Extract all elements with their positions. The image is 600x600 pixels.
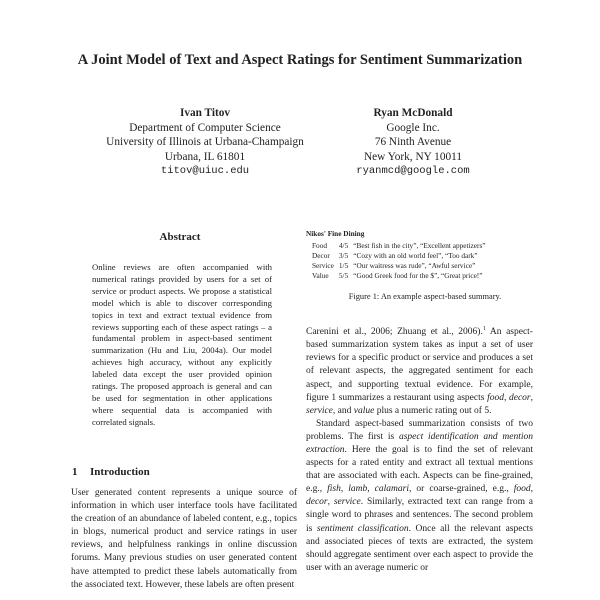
paper-title: A Joint Model of Text and Aspect Ratings for Sentiment Summarization (77, 52, 523, 68)
emphasis: calamari (374, 484, 409, 495)
author-affiliation-line: New York, NY 10011 (363, 150, 462, 163)
emphasis: service (333, 497, 361, 508)
text-span: . Here the goal is to find the set of relevant aspects for a rated entity and extract all textual mentions that are associated with each. Aspects can be fine-grained, e.g., (306, 445, 533, 495)
abstract-heading: Abstract (159, 231, 201, 243)
author-block-1 (85, 106, 325, 179)
text-span: , (530, 392, 534, 403)
introduction-text: User generated content represents a unique source of information in which user interface tools have facilitated the creation of an abundance of labeled content, e.g., topics in blogs, numerical product and service ratings in user reviews, and helpfulness rankings in online discussion forums. Many previous studies on user generated content have attempted to predict these labels automatically from the associated text. However, these labels are often present (71, 488, 297, 590)
emphasis: food (513, 484, 531, 495)
text-span: plus a numeric rating out of 5. (374, 405, 492, 416)
right-column-text (306, 323, 533, 575)
footnote-marker: 1 (482, 326, 486, 332)
emphasis: decor (509, 392, 531, 403)
text-span: , (340, 484, 349, 495)
restaurant-name: Nikos' Fine Dining (306, 229, 365, 238)
rating-cell: 3/5 (338, 251, 349, 260)
evidence-cell: “Best fish in the city”, “Excellent appetizers” (353, 241, 486, 250)
table-row (312, 241, 491, 251)
rating-cell: 1/5 (338, 261, 349, 270)
table-row (312, 251, 491, 261)
text-span: . Once all the relevant aspects and associated pieces of texts are extracted, the system should aggregate sentiment over each aspect to provide the user with an average numeric or (306, 523, 534, 573)
section-number: 1 (72, 466, 78, 478)
aspect-cell: Decor (312, 251, 330, 260)
author-affiliation-line: Google Inc. (386, 121, 440, 134)
text-span: . Similarly, extracted text can range from a single word to phrases and sentences. The second problem is (306, 497, 534, 534)
emphasis: fish (327, 484, 341, 495)
aspect-summary-table (312, 241, 491, 281)
emphasis: service (306, 405, 333, 416)
text-span: Carenini et al., 2006; Zhuang et al., 2006). (306, 327, 483, 338)
evidence-cell: “Cozy with an old world feel”, “Too dark” (353, 251, 478, 260)
section-heading (72, 466, 150, 478)
emphasis: decor (306, 497, 328, 508)
text-span: , or coarse-grained, e.g., (408, 484, 514, 495)
table-row (312, 271, 491, 281)
paragraph (306, 418, 533, 575)
author-affiliation-line: 76 Ninth Avenue (374, 136, 452, 148)
figure-1 (306, 229, 546, 281)
author-name: Ryan McDonald (373, 107, 453, 119)
text-span: An aspect-based summarization system takes as input a set of user reviews for a specific product or service and produces a set of relevant aspects, the aggregated sentiment for each aspect, and supporting textual evidence. For example, figure 1 summarizes a restaurant using aspects (306, 327, 533, 403)
rating-cell: 4/5 (338, 241, 349, 250)
author-email: titov@uiuc.edu (160, 165, 250, 177)
emphasis: food (487, 392, 504, 403)
author-affiliation-line: Urbana, IL 61801 (164, 150, 246, 163)
rating-cell: 5/5 (338, 271, 349, 280)
author-name: Ivan Titov (179, 107, 231, 119)
emphasis: lamb (348, 484, 368, 495)
text-span: , (367, 484, 375, 495)
aspect-cell: Service (312, 261, 334, 270)
author-affiliation-line: Department of Computer Science (129, 121, 281, 134)
text-span: Standard aspect-based summarization consists of two problems. The first is (306, 418, 533, 442)
emphasis: sentiment classification (316, 523, 409, 534)
aspect-cell: Food (312, 241, 328, 250)
section-title: Introduction (90, 466, 150, 478)
table-row (312, 261, 491, 271)
author-email: ryanmcd@google.com (356, 165, 470, 177)
paragraph (306, 323, 533, 418)
evidence-cell: “Our waitress was rude”, “Awful service” (353, 261, 476, 270)
abstract-text: Online reviews are often accompanied with numerical ratings provided by users for a set of service or product aspects. We propose a statistical model which is able to discover corresponding topics in text and extract textual evidence from reviews supporting each of these aspect ratings – a fundamental problem in aspect-based sentiment summarization (Hu and Liu, 2004a). Our model achieves high accuracy, without any explicitly labeled data except the user provided opinion ratings. The proposed approach is general and can be used for segmentation in other applications where sequential data is accompanied with correlated signals. (92, 262, 272, 427)
figure-caption: Figure 1: An example aspect-based summary. (348, 292, 502, 301)
emphasis: aspect identification and mention extraction (306, 431, 533, 455)
author-block-2 (293, 106, 533, 179)
text-span: , (503, 392, 509, 403)
emphasis: value (353, 405, 375, 416)
text-span: , (530, 484, 534, 495)
author-affiliation-line: University of Illinois at Urbana-Champaign (106, 136, 304, 148)
aspect-cell: Value (312, 271, 329, 280)
text-span: , and (332, 405, 354, 416)
evidence-cell: “Good Greek food for the $”, “Great price!” (353, 271, 483, 280)
text-span: , (327, 497, 334, 508)
